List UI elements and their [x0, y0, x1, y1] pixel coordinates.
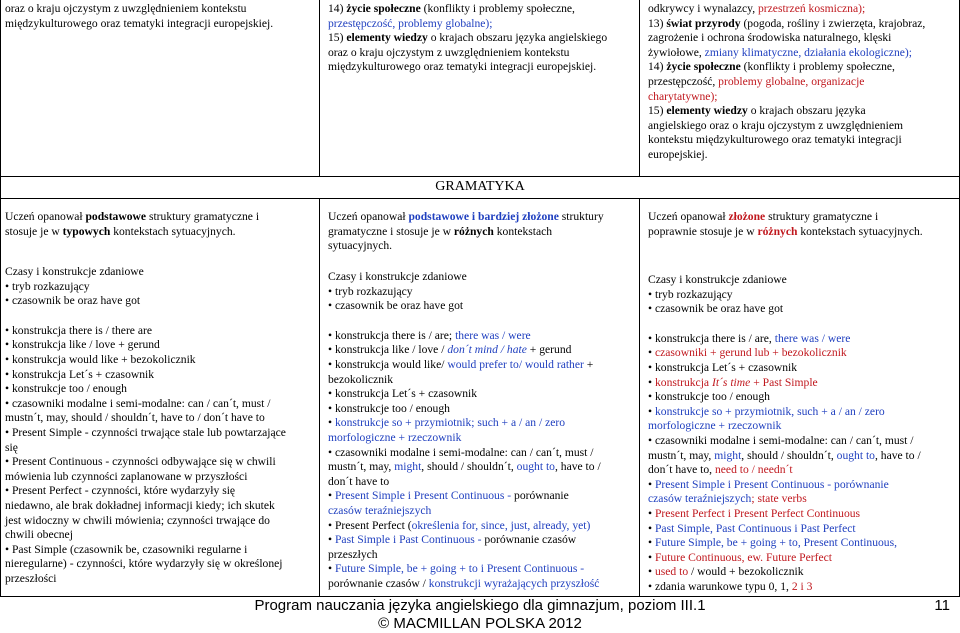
text-run-red-italic: It´s time: [711, 375, 751, 389]
list-item: [328, 562, 635, 591]
text-run-bold: podstawowe: [85, 210, 147, 223]
text-run: (konflikty i problemy społeczne,: [740, 60, 895, 74]
top-col1: [1, 2, 319, 31]
text-run: 14): [648, 60, 667, 74]
text-run-red: Present Perfect i Present Perfect Continuous: [654, 506, 861, 520]
list-item: [328, 358, 635, 387]
text-run: jest widoczny w chwili mówienia; czynności trwające do: [5, 513, 270, 527]
list-item: • czasownik be oraz have got: [648, 302, 955, 317]
list-item: [648, 478, 955, 507]
row-divider-2: [0, 198, 960, 199]
text-run: +: [583, 357, 594, 371]
intro-col2: [324, 210, 639, 254]
text-run-bold: świat przyrody: [666, 16, 741, 30]
text-run: , should / shouldn´t,: [421, 460, 517, 474]
text-run-red: need to / needn´t: [714, 463, 793, 477]
text-run: żywiołowe,: [648, 45, 705, 59]
text-run: porównanie czasów /: [328, 576, 429, 590]
text-run: Present Perfect - czynności, które wydarzyły się: [11, 484, 236, 498]
col-divider-2: [639, 198, 640, 596]
list-item: [5, 397, 315, 426]
text-run: czasowniki modalne i semi-modalne: can / can´t, must /: [11, 396, 271, 410]
text-run: Present Perfect (: [334, 518, 412, 532]
col-divider-1: [319, 198, 320, 596]
text-run: o krajach obszaru języka: [747, 104, 866, 118]
text-run: mówienia lub czynności zaplanowane w przyszłości: [5, 469, 248, 483]
text-run: niedawno, ale brak dokładnej informacji kiedy; ich skutek: [5, 498, 275, 512]
text-run-blue: Present Simple i Present Continuous - porównanie: [654, 477, 889, 491]
list-item: • konstrukcja Let´s + czasownik: [648, 361, 955, 376]
text-run: konstrukcja there is / are,: [654, 331, 775, 345]
text-run-red: + Past Simple: [750, 375, 818, 389]
text-run-red: problemy globalne, organizacje: [718, 74, 865, 88]
text-run: don´t have to: [328, 474, 390, 488]
text-run-blue: might: [714, 448, 742, 462]
text-run: (konflikty i problemy społeczne,: [420, 2, 575, 15]
tenses-heading: Czasy i konstrukcje zdaniowe: [5, 265, 144, 278]
text-run: gramatyczne i stosuje je w: [328, 224, 454, 238]
list-item: • konstrukcja like / love + gerund: [5, 338, 315, 353]
text-run-bold: różnych: [453, 224, 494, 238]
text-run-red: przestrzeń kosmiczna);: [758, 2, 866, 15]
text-run: struktury gramatyczne i: [765, 210, 879, 223]
text-run: Present Simple - czynności trwające stale lub powtarzające: [11, 425, 286, 439]
list-item: • konstrukcje too / enough: [328, 402, 635, 417]
text-run-blue: there was / were: [774, 331, 851, 345]
text-run: konstrukcja like / love /: [334, 343, 448, 357]
text-line: europejskiej.: [648, 147, 708, 161]
text-run-red: 2 i 3: [791, 579, 813, 593]
text-run: przestępczość,: [648, 74, 719, 88]
list-item: • konstrukcje too / enough: [648, 390, 955, 405]
text-run-blue: Future Simple, be + going + to i Present Continuous -: [334, 562, 585, 576]
text-run: porównanie: [514, 489, 569, 503]
list-item: [648, 522, 955, 537]
col-divider-1-top: [319, 0, 320, 176]
text-run-blue: konstrukcje so + przymiotnik, such + a / an / zero: [654, 404, 885, 418]
list-item: [648, 332, 955, 347]
text-run-blue: Present Simple i Present Continuous -: [334, 489, 515, 503]
text-line: sytuacyjnych.: [328, 239, 393, 253]
list-item: [5, 484, 315, 542]
list-item: • tryb rozkazujący: [328, 285, 635, 300]
list-item: [648, 346, 955, 361]
list-item: [5, 543, 315, 587]
text-run-bold: typowych: [62, 224, 111, 238]
text-run-blue: Future Simple, be + going + to, Present Continuous,: [654, 536, 898, 550]
list-item: • czasownik be oraz have got: [5, 294, 315, 309]
text-run: struktury: [558, 210, 604, 223]
text-run-blue: ought to: [836, 448, 875, 462]
text-run-bold: elementy wiedzy: [666, 104, 748, 118]
list-item: [328, 416, 635, 445]
text-run: 15): [648, 104, 667, 118]
text-run: don´t have to,: [648, 463, 715, 477]
grammar-col1: [1, 265, 319, 586]
list-item: [328, 329, 635, 344]
text-run-red: used to: [654, 565, 689, 579]
top-col2: [324, 2, 639, 75]
grammar-col2: [324, 270, 639, 591]
tenses-heading: Czasy i konstrukcje zdaniowe: [328, 270, 467, 283]
text-line: oraz o kraju ojczystym z uwzględnieniem kontekstu: [5, 2, 247, 15]
text-run-bold-red: złożone: [728, 210, 766, 223]
list-item: • konstrukcje too / enough: [5, 382, 315, 397]
list-item: • konstrukcja would like + bezokolicznik: [5, 353, 315, 368]
text-run-bold-red: różnych: [757, 224, 798, 238]
text-run-bold: życie społeczne: [666, 60, 741, 74]
text-run-blue: there was / were: [455, 328, 531, 342]
text-run: kontekstach sytuacyjnych.: [797, 224, 923, 238]
text-line: międzykulturowego oraz tematyki integracji europejskiej.: [5, 16, 274, 30]
text-run-blue: Past Simple i Past Continuous -: [334, 533, 485, 547]
list-item: [328, 446, 635, 490]
text-run: poprawnie stosuje je w: [648, 224, 758, 238]
text-line: zagrożenie i ochrona środowiska naturalnego, klęski: [648, 31, 892, 45]
text-run: (pogoda, rośliny i zwierzęta, krajobraz,: [740, 16, 926, 30]
list-item: • tryb rozkazujący: [648, 288, 955, 303]
text-run-blue: ought to: [516, 460, 555, 474]
text-run: 15): [328, 31, 347, 45]
text-run: bezokolicznik: [328, 372, 394, 386]
section-title: GRAMATYKA: [435, 179, 525, 194]
text-run: porównanie czasów: [484, 533, 577, 547]
text-run: konstrukcja there is / are;: [334, 328, 456, 342]
text-run-red: czasowniki + gerund lub + bezokolicznik: [654, 346, 847, 360]
text-run: Past Simple (czasownik be, czasowniki regularne i: [11, 542, 248, 556]
list-item: [328, 343, 635, 358]
text-run: się: [5, 440, 18, 454]
text-run: czasowniki modalne i semi-modalne: can / can´t, must /: [334, 445, 594, 459]
text-run-bold: życie społeczne: [346, 2, 421, 15]
text-run: , have to /: [554, 460, 601, 474]
list-item: • konstrukcja there is / there are: [5, 324, 315, 339]
text-line: angielskiego oraz o kraju ojczystym z uwzględnieniem: [648, 118, 903, 132]
text-run: mustn´t, may, should / shouldn´t, have to / don´t have to: [5, 411, 265, 425]
text-run: przeszłych: [328, 547, 378, 561]
text-run: 14): [328, 2, 347, 15]
text-run-blue: Past Simple, Past Continuous i Past Perfect: [654, 521, 856, 535]
text-run: Uczeń opanował: [5, 210, 86, 223]
text-run-red: konstrukcja: [654, 375, 712, 389]
list-item: • czasownik be oraz have got: [328, 299, 635, 314]
text-run-blue: morfologiczne + rzeczownik: [648, 419, 782, 433]
text-run-red: ; state verbs: [751, 492, 807, 506]
top-col3: [644, 2, 959, 163]
text-run-blue-italic: don´t mind / hate: [447, 343, 527, 357]
list-item: [648, 507, 955, 522]
text-run: , should / shouldn´t,: [741, 448, 837, 462]
tenses-heading: Czasy i konstrukcje zdaniowe: [648, 273, 787, 286]
text-run-blue: konstrukcji wyrażających przyszłość: [428, 576, 600, 590]
list-item: [5, 455, 315, 484]
text-line: oraz o kraju ojczystym z uwzględnieniem kontekstu: [328, 45, 570, 59]
text-run-blue: for, since, just, already, yet): [459, 518, 591, 532]
footer-title: Program nauczania języka angielskiego dla gimnazjum, poziom III.1: [254, 597, 706, 614]
text-run: struktury gramatyczne i: [146, 210, 260, 223]
text-run: kontekstach: [493, 224, 553, 238]
list-item: [328, 519, 635, 534]
text-run: o krajach obszaru języka angielskiego: [427, 31, 608, 45]
text-run-blue: zmiany klimatyczne, działania ekologiczne);: [704, 45, 912, 59]
list-item: • tryb rozkazujący: [5, 280, 315, 295]
list-item: [648, 434, 955, 478]
text-run-blue: morfologiczne + rzeczownik: [328, 430, 462, 444]
text-run: chwili obecnej: [5, 528, 73, 542]
text-run-red: charytatywne);: [648, 89, 718, 103]
intro-col3: [644, 210, 959, 239]
text-line: międzykulturowego oraz tematyki integracji europejskiej.: [328, 60, 597, 74]
text-run: + gerund: [526, 343, 572, 357]
list-item: [648, 580, 955, 595]
text-run-blue: przestępczość, problemy globalne);: [328, 16, 493, 30]
list-item: • konstrukcja Let´s + czasownik: [328, 387, 635, 402]
text-run: / would + bezokolicznik: [688, 565, 804, 579]
list-item: [648, 565, 955, 580]
text-run: Uczeń opanował: [648, 210, 729, 223]
text-run: kontekstach sytuacyjnych.: [110, 224, 236, 238]
text-run: mustn´t, may,: [328, 460, 395, 474]
text-run: konstrukcja would like/: [334, 357, 448, 371]
text-run-blue: would prefer to/ would rather: [447, 357, 584, 371]
text-run-blue: czasów teraźniejszych: [328, 503, 432, 517]
text-run: zdania warunkowe typu 0, 1,: [654, 579, 792, 593]
list-item: [648, 536, 955, 551]
text-run-red: Future Continuous, ew. Future Perfect: [654, 550, 832, 564]
list-item: [328, 533, 635, 562]
list-item: [5, 426, 315, 455]
text-run: odkrywcy i wynalazcy,: [648, 2, 758, 15]
text-run-blue: might: [394, 460, 422, 474]
grammar-col3: [644, 273, 959, 594]
text-run: nieregularne) - czynności, które wydarzyły się w określonej: [5, 557, 283, 571]
text-run: przeszłości: [5, 571, 57, 585]
text-run-blue: określenia: [411, 518, 460, 532]
footer-copyright: © MACMILLAN POLSKA 2012: [378, 615, 582, 632]
page-footer: [0, 597, 960, 633]
text-run-blue: konstrukcje so + przymiotnik; such + a / an / zero: [334, 416, 566, 430]
text-line: kontekstu międzykulturowego oraz tematyki integracji: [648, 133, 902, 147]
list-item: • konstrukcja Let´s + czasownik: [5, 368, 315, 383]
text-run-blue: czasów teraźniejszych: [648, 492, 752, 506]
text-run-bold-blue: podstawowe i bardziej złożone: [408, 210, 559, 223]
text-run: Uczeń opanował: [328, 210, 409, 223]
text-run: 13): [648, 16, 667, 30]
intro-col1: [1, 210, 319, 239]
text-run: mustn´t, may,: [648, 448, 715, 462]
page-number: 11: [934, 597, 950, 614]
list-item: [648, 551, 955, 566]
text-run-bold: elementy wiedzy: [346, 31, 428, 45]
list-item: [648, 376, 955, 391]
text-run: stosuje je w: [5, 224, 63, 238]
text-run: Present Continuous - czynności odbywające się w chwili: [11, 455, 276, 469]
list-item: [328, 489, 635, 518]
col-divider-2-top: [639, 0, 640, 176]
text-run: , have to /: [874, 448, 921, 462]
list-item: [648, 405, 955, 434]
text-run: czasowniki modalne i semi-modalne: can / can´t, must /: [654, 433, 914, 447]
